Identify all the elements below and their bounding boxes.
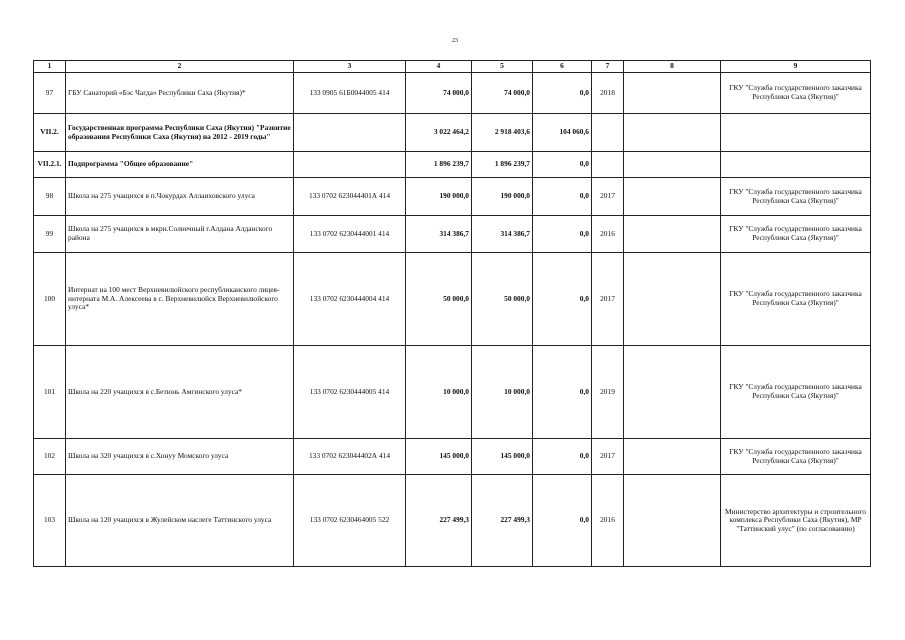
row-number: 99 — [34, 216, 66, 253]
budget-code: 133 0702 6230444001 414 — [294, 216, 406, 253]
customer: Министерство архитектуры и строительного комплекса Республики Саха (Якутия), МР "Таттинский улус" (по согласованию) — [721, 475, 871, 567]
amount-col6: 0,0 — [533, 178, 592, 216]
object-name: Школа на 275 учащихся в мкрн.Солнечный г.Алдана Алданского района — [66, 216, 294, 253]
amount-col5: 74 000,0 — [472, 73, 533, 114]
total-amount: 1 896 239,7 — [406, 152, 472, 178]
page-number: 23 — [452, 38, 458, 44]
header-col-8: 8 — [624, 61, 721, 73]
col8-cell — [624, 475, 721, 567]
amount-col5: 10 000,0 — [472, 346, 533, 439]
col8-cell — [624, 216, 721, 253]
header-col-4: 4 — [406, 61, 472, 73]
total-amount: 3 022 464,2 — [406, 114, 472, 152]
budget-code: 133 0905 61Б0044005 414 — [294, 73, 406, 114]
year — [592, 114, 624, 152]
section-name: Государственная программа Республики Саха (Якутия) "Развитие образования Республики Саха (Якутия) на 2012 - 2019 годы" — [66, 114, 294, 152]
amount-col5: 190 000,0 — [472, 178, 533, 216]
col8-cell — [624, 178, 721, 216]
table-row — [34, 73, 871, 114]
row-number: 100 — [34, 253, 66, 346]
customer: ГКУ "Служба государственного заказчика Республики Саха (Якутия)" — [721, 178, 871, 216]
amount-col6: 0,0 — [533, 152, 592, 178]
table-row — [34, 346, 871, 439]
total-amount: 74 000,0 — [406, 73, 472, 114]
budget-code — [294, 152, 406, 178]
section-number: VII.2.1. — [34, 152, 66, 178]
row-number: 98 — [34, 178, 66, 216]
amount-col6: 0,0 — [533, 253, 592, 346]
header-col-2: 2 — [66, 61, 294, 73]
year: 2016 — [592, 216, 624, 253]
object-name: Интернат на 100 мест Верхневилюйского республиканского лицея-интерната М.А. Алексеева в с. Верхневилюйск Верхневилюйского улуса* — [66, 253, 294, 346]
total-amount: 50 000,0 — [406, 253, 472, 346]
row-number: 97 — [34, 73, 66, 114]
year: 2017 — [592, 439, 624, 475]
amount-col5: 2 918 403,6 — [472, 114, 533, 152]
total-amount: 190 000,0 — [406, 178, 472, 216]
amount-col6: 104 060,6 — [533, 114, 592, 152]
budget-code: 133 0702 6230444004 414 — [294, 253, 406, 346]
header-row — [34, 61, 871, 73]
table-row — [34, 216, 871, 253]
total-amount: 10 000,0 — [406, 346, 472, 439]
header-col-5: 5 — [472, 61, 533, 73]
customer: ГКУ "Служба государственного заказчика Республики Саха (Якутия)" — [721, 253, 871, 346]
amount-col5: 50 000,0 — [472, 253, 533, 346]
amount-col6: 0,0 — [533, 73, 592, 114]
header-col-6: 6 — [533, 61, 592, 73]
row-number: 103 — [34, 475, 66, 567]
customer: ГКУ "Служба государственного заказчика Республики Саха (Якутия)" — [721, 346, 871, 439]
budget-code: 133 0702 6230444005 414 — [294, 346, 406, 439]
col8-cell — [624, 152, 721, 178]
amount-col5: 227 499,3 — [472, 475, 533, 567]
section-number: VII.2. — [34, 114, 66, 152]
budget-code: 133 0702 6230464005 522 — [294, 475, 406, 567]
table-row — [34, 253, 871, 346]
budget-code: 133 0702 623044401А 414 — [294, 178, 406, 216]
year — [592, 152, 624, 178]
table-row — [34, 475, 871, 567]
amount-col6: 0,0 — [533, 475, 592, 567]
amount-col6: 0,0 — [533, 216, 592, 253]
section-name: Подпрограмма "Общее образование" — [66, 152, 294, 178]
row-number: 102 — [34, 439, 66, 475]
amount-col5: 314 386,7 — [472, 216, 533, 253]
col8-cell — [624, 439, 721, 475]
customer: ГКУ "Служба государственного заказчика Республики Саха (Якутия)" — [721, 73, 871, 114]
year: 2017 — [592, 253, 624, 346]
col8-cell — [624, 253, 721, 346]
table-row — [34, 114, 871, 152]
budget-code — [294, 114, 406, 152]
year: 2018 — [592, 73, 624, 114]
header-col-9: 9 — [721, 61, 871, 73]
amount-col5: 1 896 239,7 — [472, 152, 533, 178]
object-name: Школа на 320 учащихся в с.Хонуу Момского улуса — [66, 439, 294, 475]
total-amount: 314 386,7 — [406, 216, 472, 253]
customer: ГКУ "Служба государственного заказчика Республики Саха (Якутия)" — [721, 216, 871, 253]
total-amount: 145 000,0 — [406, 439, 472, 475]
amount-col5: 145 000,0 — [472, 439, 533, 475]
object-name: Школа на 220 учащихся в с.Бетюнь Амгинского улуса* — [66, 346, 294, 439]
projects-table — [33, 60, 871, 567]
header-col-7: 7 — [592, 61, 624, 73]
table-row — [34, 439, 871, 475]
header-col-1: 1 — [34, 61, 66, 73]
budget-code: 133 0702 623044402А 414 — [294, 439, 406, 475]
customer — [721, 114, 871, 152]
year: 2019 — [592, 346, 624, 439]
col8-cell — [624, 346, 721, 439]
customer — [721, 152, 871, 178]
object-name: ГБУ Санаторий «Бэс Чагда» Республики Саха (Якутия)* — [66, 73, 294, 114]
object-name: Школа на 120 учащихся в Жулейском наслеге Таттинского улуса — [66, 475, 294, 567]
row-number: 101 — [34, 346, 66, 439]
year: 2017 — [592, 178, 624, 216]
header-col-3: 3 — [294, 61, 406, 73]
customer: ГКУ "Служба государственного заказчика Республики Саха (Якутия)" — [721, 439, 871, 475]
table-row — [34, 178, 871, 216]
table-row — [34, 152, 871, 178]
total-amount: 227 499,3 — [406, 475, 472, 567]
amount-col6: 0,0 — [533, 439, 592, 475]
amount-col6: 0,0 — [533, 346, 592, 439]
year: 2016 — [592, 475, 624, 567]
object-name: Школа на 275 учащихся в п.Чокурдах Аллаиховского улуса — [66, 178, 294, 216]
col8-cell — [624, 73, 721, 114]
col8-cell — [624, 114, 721, 152]
